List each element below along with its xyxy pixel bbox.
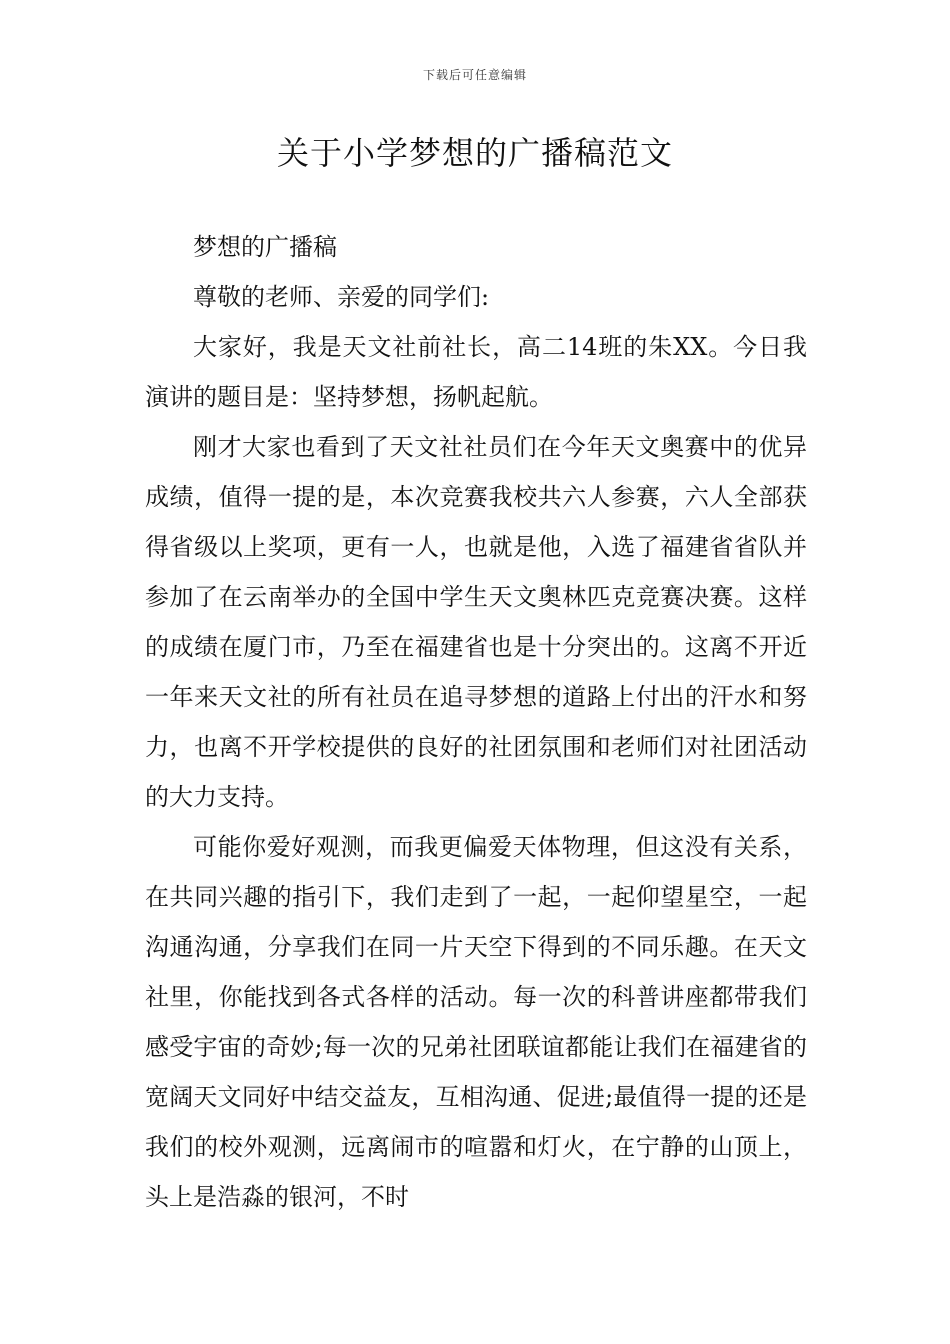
paragraph-achievements: 刚才大家也看到了天文社社员们在今年天文奥赛中的优异成绩，值得一提的是，本次竞赛我校共六人参赛，六人全部获得省级以上奖项，更有一人，也就是他，入选了福建省省队并参加了在云南举办的全国中学生天文奥林匹克竞赛决赛。这样的成绩在厦门市，乃至在福建省也是十分突出的。这离不开近一年来天文社的所有社员在追寻梦想的道路上付出的汗水和努力，也离不开学校提供的良好的社团氛围和老师们对社团活动的大力支持。: [145, 433, 807, 811]
paragraph-heading: 梦想的广播稿: [193, 233, 337, 261]
header-note: 下载后可任意编辑: [422, 68, 527, 82]
paragraph-salutation: 尊敬的老师、亲爱的同学们:: [193, 283, 490, 311]
document-title: 关于小学梦想的广播稿范文: [276, 134, 673, 172]
paragraph-greeting: 大家好，我是天文社前社长，高二14班的朱XX。今日我演讲的题目是：坚持梦想，扬帆起航。: [145, 333, 807, 411]
paragraph-activities: 可能你爱好观测，而我更偏爱天体物理，但这没有关系，在共同兴趣的指引下，我们走到了一起，一起仰望星空，一起沟通沟通，分享我们在同一片天空下得到的不同乐趣。在天文社里，你能找到各式各样的活动。每一次的科普讲座都带我们感受宇宙的奇妙;每一次的兄弟社团联谊都能让我们在福建省的宽阔天文同好中结交益友，互相沟通、促进;最值得一提的还是我们的校外观测，远离闹市的喧嚣和灯火，在宁静的山顶上，头上是浩淼的银河，不时: [145, 833, 807, 1211]
document-body: [145, 222, 807, 1222]
